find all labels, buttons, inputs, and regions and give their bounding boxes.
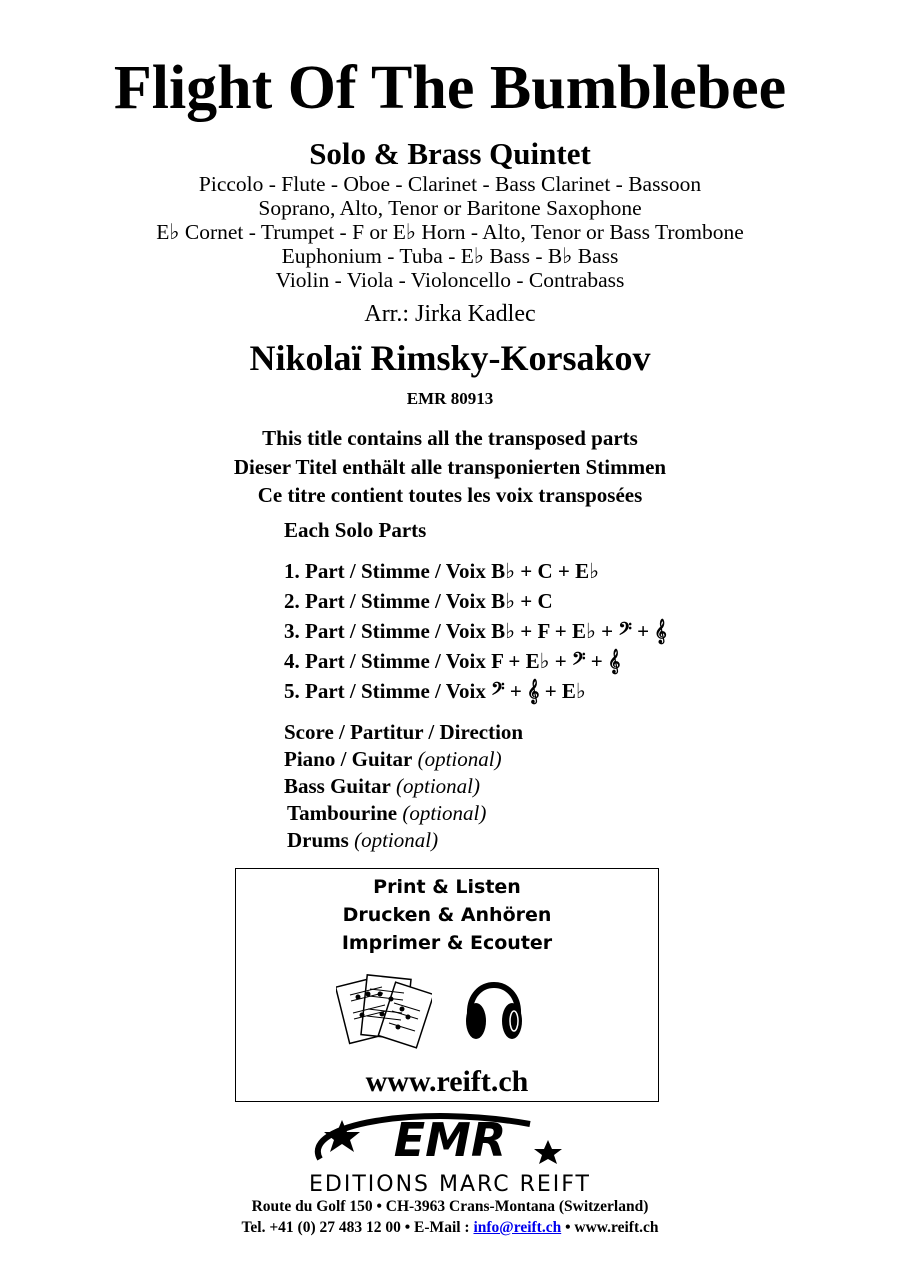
part-row xyxy=(284,648,620,674)
extra-part-name: Bass Guitar xyxy=(284,774,391,798)
part-keys: B♭ + C + E♭ xyxy=(491,559,600,583)
print-listen-line: Print & Listen xyxy=(373,876,521,898)
extra-part-note: (optional) xyxy=(402,801,487,825)
part-label: 1. Part / Stimme / Voix xyxy=(284,559,492,583)
instrument-line: Euphonium - Tuba - E♭ Bass - B♭ Bass xyxy=(281,244,619,268)
contact-web: • www.reift.ch xyxy=(561,1219,659,1236)
publisher-name: EDITIONS MARC REIFT xyxy=(309,1172,591,1197)
print-listen-text xyxy=(236,873,658,957)
sheet-music-icon xyxy=(336,969,432,1051)
arranger: Arr.: Jirka Kadlec xyxy=(364,301,536,327)
extra-part xyxy=(287,801,486,826)
publisher-address: Route du Golf 150 • CH-3963 Crans-Montana (Switzerland) xyxy=(251,1198,649,1215)
extra-part xyxy=(284,720,523,745)
extra-part xyxy=(284,747,502,772)
transposed-line: This title contains all the transposed parts xyxy=(262,426,638,450)
part-label: 3. Part / Stimme / Voix xyxy=(284,619,492,643)
part-keys: F + E♭ + 𝄢 + 𝄞 xyxy=(491,649,621,673)
website-url[interactable]: www.reift.ch xyxy=(365,1065,529,1098)
extra-part xyxy=(287,828,438,853)
logo-text: EMR xyxy=(393,1113,507,1167)
emr-logo xyxy=(300,1104,600,1174)
page-title: Flight Of The Bumblebee xyxy=(113,54,787,122)
print-listen-line: Imprimer & Ecouter xyxy=(341,932,553,954)
part-label: 2. Part / Stimme / Voix xyxy=(284,589,492,613)
email-link[interactable]: info@reift.ch xyxy=(473,1219,562,1236)
transposed-line: Dieser Titel enthält alle transponierten Stimmen xyxy=(233,454,667,479)
part-label: 4. Part / Stimme / Voix xyxy=(284,649,492,673)
publisher-contact xyxy=(0,1218,900,1238)
extra-part-name: Tambourine xyxy=(287,801,398,825)
instrument-line: Piccolo - Flute - Oboe - Clarinet - Bass Clarinet - Bassoon xyxy=(198,172,702,196)
transposed-notes xyxy=(0,424,900,510)
transposed-line: Ce titre contient toutes les voix transposées xyxy=(257,483,643,507)
extra-part xyxy=(284,774,480,799)
solo-parts-heading: Each Solo Parts xyxy=(284,518,427,542)
part-row xyxy=(284,588,553,614)
extra-part-name: Drums xyxy=(287,828,349,852)
subtitle: Solo & Brass Quintet xyxy=(309,136,591,171)
part-keys: B♭ + F + E♭ + 𝄢 + 𝄞 xyxy=(491,619,667,643)
extra-part-note: (optional) xyxy=(354,828,439,852)
part-row xyxy=(284,558,599,584)
instrument-line: E♭ Cornet - Trumpet - F or E♭ Horn - Alto, Tenor or Bass Trombone xyxy=(156,220,744,244)
extra-part-note: (optional) xyxy=(396,774,481,798)
part-row xyxy=(284,678,586,704)
part-keys: 𝄢 + 𝄞 + E♭ xyxy=(491,679,586,703)
instrument-list xyxy=(0,172,900,292)
composer: Nikolaï Rimsky-Korsakov xyxy=(249,338,651,378)
extra-part-note: (optional) xyxy=(417,747,502,771)
instrument-line: Soprano, Alto, Tenor or Baritone Saxophone xyxy=(258,196,642,220)
part-keys: B♭ + C xyxy=(491,589,553,613)
print-listen-line: Drucken & Anhören xyxy=(342,904,552,926)
print-listen-box xyxy=(235,868,659,1102)
part-label: 5. Part / Stimme / Voix xyxy=(284,679,492,703)
part-row xyxy=(284,618,667,644)
extra-part-name: Piano / Guitar xyxy=(284,747,413,771)
catalog-code: EMR 80913 xyxy=(406,389,494,408)
instrument-line: Violin - Viola - Violoncello - Contrabass xyxy=(275,268,625,292)
headphones-icon xyxy=(462,965,526,1045)
extra-part-name: Score / Partitur / Direction xyxy=(284,720,524,744)
contact-phone: Tel. +41 (0) 27 483 12 00 • E-Mail : xyxy=(241,1219,474,1236)
